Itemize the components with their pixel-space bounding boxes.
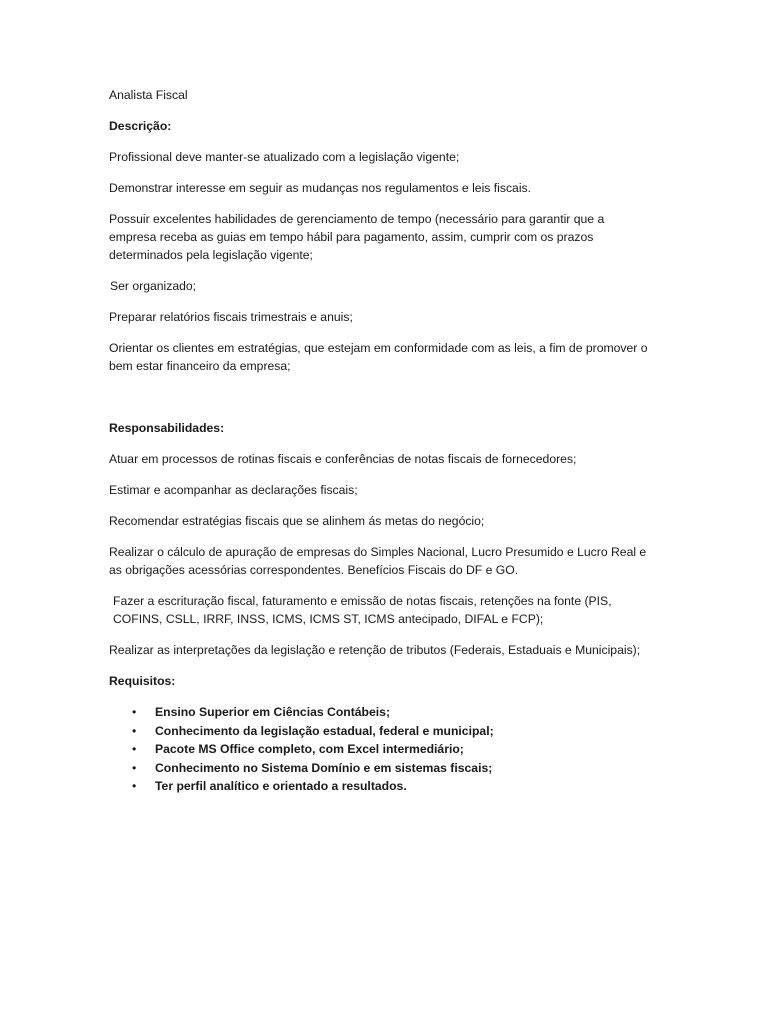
requirement-text: Conhecimento da legislação estadual, federal e municipal; <box>155 723 494 738</box>
requirement-text: Ensino Superior em Ciências Contábeis; <box>155 705 391 719</box>
description-paragraph: Demonstrar interesse em seguir as mudanças nos regulamentos e leis fiscais. <box>109 181 532 195</box>
list-item <box>109 722 649 741</box>
bullet-icon: • <box>132 760 137 775</box>
requirement-text: Pacote MS Office completo, com Excel intermediário; <box>155 742 464 756</box>
requirement-text: Conhecimento no Sistema Domínio e em sistemas fiscais; <box>155 760 493 775</box>
document-body <box>109 86 649 796</box>
bullet-icon: • <box>132 705 137 719</box>
requirements-list <box>109 703 649 796</box>
description-heading: Descrição: <box>109 119 172 133</box>
list-item <box>109 703 649 722</box>
list-item <box>109 759 649 778</box>
description-paragraph: Ser organizado; <box>110 279 197 293</box>
responsibility-paragraph: Atuar em processos de rotinas fiscais e conferências de notas fiscais de fornecedores; <box>109 452 577 466</box>
responsibility-paragraph: Estimar e acompanhar as declarações fiscais; <box>109 483 358 497</box>
responsibilities-heading: Responsabilidades: <box>109 421 225 435</box>
description-paragraph: Profissional deve manter-se atualizado com a legislação vigente; <box>109 150 460 164</box>
list-item <box>109 740 649 759</box>
description-paragraph: Preparar relatórios fiscais trimestrais e anuis; <box>109 310 353 324</box>
responsibility-paragraph: Realizar as interpretações da legislação e retenção de tributos (Federais, Estaduais e Municipais); <box>109 643 641 657</box>
description-paragraph: Orientar os clientes em estratégias, que estejam em conformidade com as leis, a fim de promover o bem estar financeiro da empresa; <box>109 341 648 373</box>
requirement-text: Ter perfil analítico e orientado a resultados. <box>155 779 407 793</box>
requirements-heading: Requisitos: <box>109 674 176 688</box>
document-title: Analista Fiscal <box>109 88 188 102</box>
bullet-icon: • <box>132 779 137 793</box>
description-paragraph: Possuir excelentes habilidades de gerenciamento de tempo (necessário para garantir que a empresa receba as guias em tempo hábil para pagamento, assim, cumprir com os prazos determinados pela legislação vigente; <box>109 212 605 262</box>
section-spacer <box>109 388 649 419</box>
responsibility-paragraph: Realizar o cálculo de apuração de empresas do Simples Nacional, Lucro Presumido e Lucro Real e as obrigações acessórias correspondentes. Benefícios Fiscais do DF e GO. <box>109 545 647 577</box>
bullet-icon: • <box>132 723 137 738</box>
responsibility-paragraph: Fazer a escrituração fiscal, faturamento e emissão de notas fiscais, retenções na fonte (PIS, COFINS, CSLL, IRRF, INSS, ICMS, ICMS ST, ICMS antecipado, DIFAL e FCP); <box>113 594 612 626</box>
responsibility-paragraph: Recomendar estratégias fiscais que se alinhem ás metas do negócio; <box>109 514 485 528</box>
bullet-icon: • <box>132 742 137 756</box>
list-item <box>109 777 649 796</box>
